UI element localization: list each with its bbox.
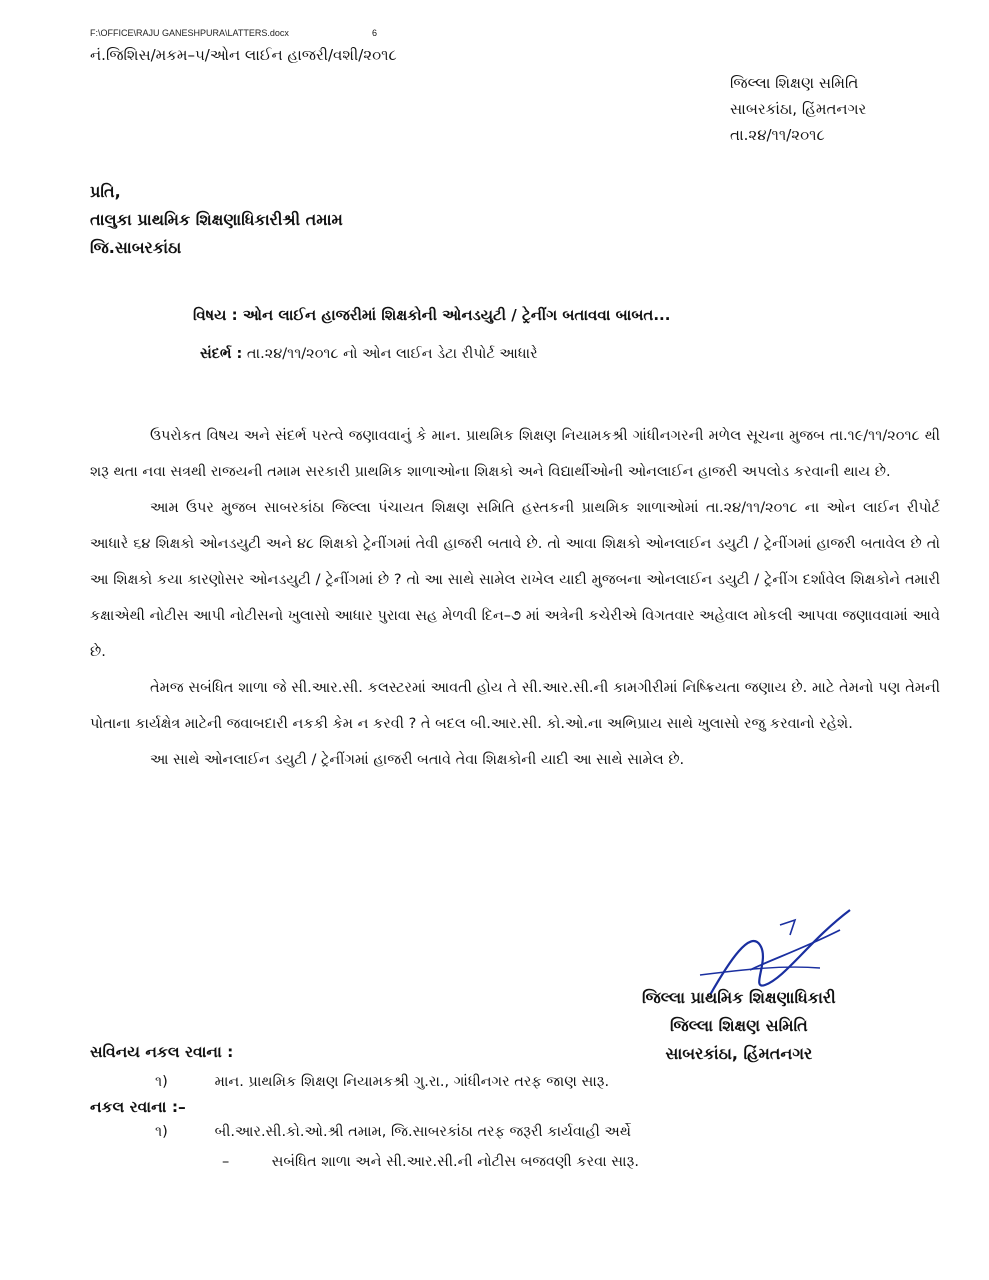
signatory-office: જિલ્લા શિક્ષણ સમિતિ (669, 1016, 808, 1035)
recipient-address (90, 178, 343, 262)
reference-number: નં.જિશિસ/મકમ–૫/ઓન લાઈન હાજરી/વશી/૨૦૧૮ (90, 46, 397, 64)
letter-body (90, 418, 940, 778)
recipient-line-1: તાલુકા પ્રાથમિક શિક્ષણાધિકારીશ્રી તમામ (90, 210, 343, 229)
signatory-place: સાબરકાંઠા, હિંમતનગર (665, 1044, 813, 1063)
copy-item-text: માન. પ્રાથમિક શિક્ષણ નિયામકશ્રી ગુ.રા., ગાંધીનગર તરફ જાણ સારૂ. (214, 1074, 610, 1090)
copy-item-number: ૧) (155, 1074, 168, 1090)
copy-to-item-1 (155, 1074, 609, 1090)
subject-label: વિષય : (193, 306, 238, 324)
body-paragraph-3: તેમજ સબંધિત શાળા જે સી.આર.સી. કલસ્ટરમાં આવતી હોય તે સી.આર.સી.ની કામગીરીમાં નિષ્ક્રિયતા જણાય છે. માટે તેમનો પણ તેમની પોતાના કાર્યક્ષેત્ર માટેની જવાબદારી નકકી કેમ ન કરવી ? તે બદલ બી.આર.સી. કો.ઓ.ના અભિપ્રાય સાથે ખુલાસો રજુ કરવાનો રહેશે. (90, 680, 940, 732)
copy-item-text: સબંધિત શાળા અને સી.આર.સી.ની નોટીસ બજવણી કરવા સારૂ. (271, 1154, 639, 1170)
reference-text: તા.૨૪/૧૧/૨૦૧૮ નો ઓન લાઈન ડેટા રીપોર્ટ આધારે (246, 346, 538, 362)
reference-line (200, 346, 538, 362)
copy-to-label-2: નકલ રવાના :– (90, 1098, 186, 1116)
reference-label: સંદર્ભ : (200, 346, 243, 362)
recipient-line-2: જિ.સાબરકાંઠા (90, 238, 182, 257)
copy-item-dash: – (222, 1154, 230, 1170)
body-paragraph-4: આ સાથે ઓનલાઈન ડયુટી / ટ્રેનીંગમાં હાજરી બતાવે તેવા શિક્ષકોની યાદી આ સાથે સામેલ છે. (150, 752, 685, 768)
page-number: 6 (372, 28, 378, 38)
copy-to-label-1: સવિનય નકલ રવાના : (90, 1043, 234, 1061)
sender-address (730, 70, 866, 148)
file-path: F:\OFFICE\RAJU GANESHPURA\LATTERS.docx (90, 28, 289, 38)
copy-to-item-2 (155, 1124, 631, 1140)
copy-item-text: બી.આર.સી.કો.ઓ.શ્રી તમામ, જિ.સાબરકાંઠા તરફ જરૂરી કાર્યવાહી અર્થે (214, 1124, 631, 1140)
body-paragraph-2: આમ ઉપર મુજબ સાબરકાંઠા જિલ્લા પંચાયત શિક્ષણ સમિતિ હસ્તકની પ્રાથમિક શાળાઓમાં તા.૨૪/૧૧/૨૦૧૮ ના ઓન લાઈન રીપોર્ટ આધારે ૬૪ શિક્ષકો ઓનડયુટી અને ૪૮ શિક્ષકો ટ્રેનીંગમાં તેવી હાજરી બતાવે છે. તો આવા શિક્ષકો ઓનલાઈન ડયુટી / ટ્રેનીંગમાં હાજરી બતાવેલ છે તો આ શિક્ષકો કયા કારણોસર ઓનડયુટી / ટ્રેનીંગમાં છે ? તો આ સાથે સામેલ રાખેલ યાદી મુજબના ઓનલાઈન ડયુટી / ટ્રેનીંગ દર્શાવેલ શિક્ષકોને તમારી કક્ષાએથી નોટીસ આપી નોટીસનો ખુલાસો આધાર પુરાવા સહ મેળવી દિન–૭ માં અત્રેની કચેરીએ વિગતવાર અહેવાલ મોકલી આપવા જણાવવામાં આવે છે. (90, 500, 940, 660)
letter-date: તા.૨૪/૧૧/૨૦૧૮ (730, 126, 825, 144)
sender-line-1: જિલ્લા શિક્ષણ સમિતિ (730, 74, 859, 92)
body-paragraph-1: ઉપરોકત વિષય અને સંદર્ભ પરત્વે જણાવવાનું કે માન. પ્રાથમિક શિક્ષણ નિયામકશ્રી ગાંધીનગરની મળેલ સૂચના મુજબ તા.૧૯/૧૧/૨૦૧૮ થી શરૂ થતા નવા સત્રથી રાજયની તમામ સરકારી પ્રાથમિક શાળાઓના શિક્ષકો અને વિદ્યાર્થીઓની ઓનલાઈન હાજરી અપલોડ કરવાની થાય છે. (90, 428, 940, 480)
signatory-title: જિલ્લા પ્રાથમિક શિક્ષણાધિકારી (642, 988, 836, 1007)
subject-line (193, 306, 670, 324)
copy-item-number: ૧) (155, 1124, 168, 1140)
sender-line-2: સાબરકાંઠા, હિંમતનગર (730, 100, 867, 118)
signature-block (642, 984, 836, 1068)
subject-text: ઓન લાઈન હાજરીમાં શિક્ષકોની ઓનડયુટી / ટ્રેનીંગ બતાવવા બાબત... (242, 306, 671, 324)
recipient-prefix: પ્રતિ, (90, 182, 121, 201)
copy-to-item-3 (222, 1154, 639, 1170)
